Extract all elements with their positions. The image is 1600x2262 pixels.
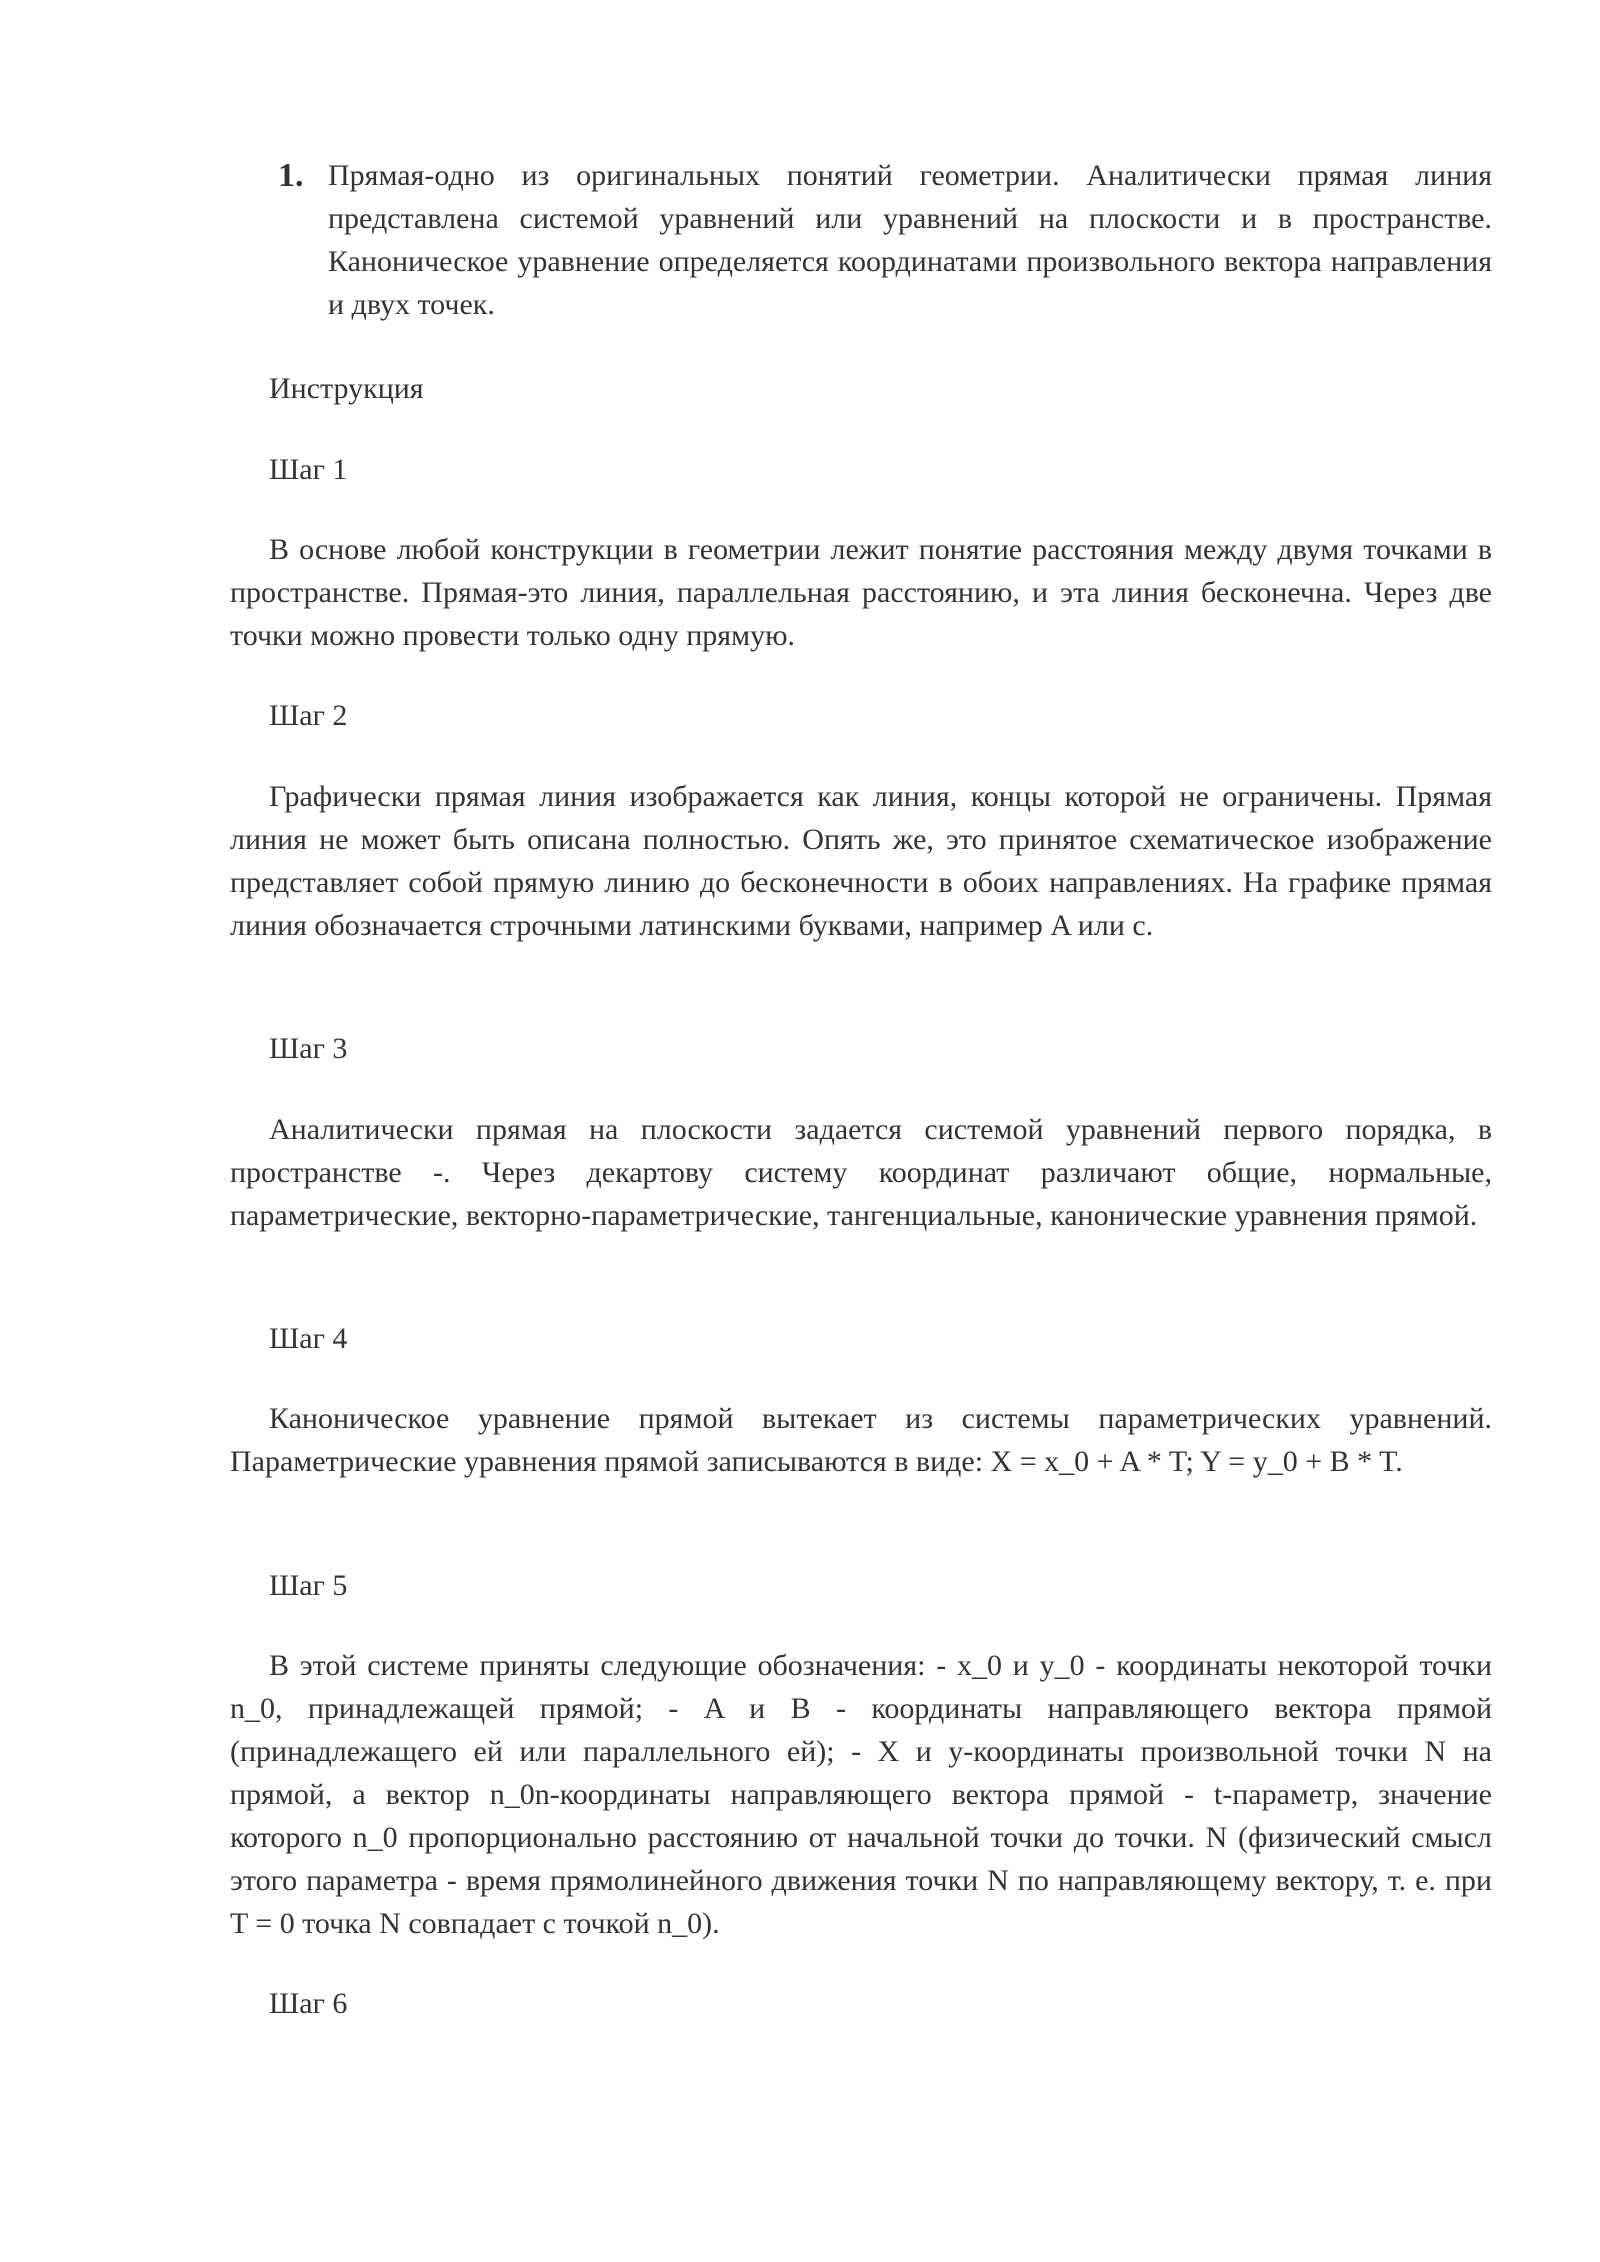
instruction-heading: Инструкция: [269, 372, 424, 405]
step-3-paragraph: Аналитически прямая на плоскости задается системой уравнений первого порядка, в пространстве -. Через декартову систему координат различают общие, нормальные, параметрические, векторно-параметрические, тангенциальные, канонические уравнения прямой.: [230, 1113, 1492, 1232]
step-5-paragraph: В этой системе приняты следующие обозначения: - x_0 и y_0 - координаты некоторой точки n_0, принадлежащей прямой; - A и B - координаты направляющего вектора прямой (принадлежащего ей или параллельного ей); - X и y-координаты произвольной точки N на прямой, а вектор n_0n-координаты направляющего вектора прямой - t-параметр, значение которого n_0 пропорционально расстоянию от начальной точки до точки. N (физический смысл этого параметра - время прямолинейного движения точки N по направляющему вектору, т. е. при T = 0 точка N совпадает с точкой n_0).: [230, 1649, 1492, 1940]
step-3-heading: Шаг 3: [269, 1032, 348, 1065]
list-number: 1.: [278, 157, 304, 194]
step-5-heading: Шаг 5: [269, 1569, 348, 1602]
list-item-text: Прямая-одно из оригинальных понятий геометрии. Аналитически прямая линия представлена системой уравнений или уравнений на плоскости и в пространстве. Каноническое уравнение определяется координатами произвольного вектора направления и двух точек.: [328, 159, 1492, 321]
step-4-heading: Шаг 4: [269, 1322, 348, 1355]
step-2-paragraph: Графически прямая линия изображается как линия, концы которой не ограничены. Прямая линия не может быть описана полностью. Опять же, это принятое схематическое изображение представляет собой прямую линию до бесконечности в обоих направлениях. На графике прямая линия обозначается строчными латинскими буквами, например A или с.: [230, 780, 1492, 942]
step-2-heading: Шаг 2: [269, 699, 348, 732]
step-4-paragraph: Каноническое уравнение прямой вытекает из системы параметрических уравнений. Параметрические уравнения прямой записываются в виде: X = x_0 + A * T; Y = y_0 + B * T.: [230, 1402, 1492, 1478]
step-1-paragraph: В основе любой конструкции в геометрии лежит понятие расстояния между двумя точками в пространстве. Прямая-это линия, параллельная расстоянию, и эта линия бесконечна. Через две точки можно провести только одну прямую.: [230, 533, 1492, 652]
step-1-heading: Шаг 1: [269, 453, 348, 486]
step-6-heading: Шаг 6: [269, 1987, 348, 2020]
